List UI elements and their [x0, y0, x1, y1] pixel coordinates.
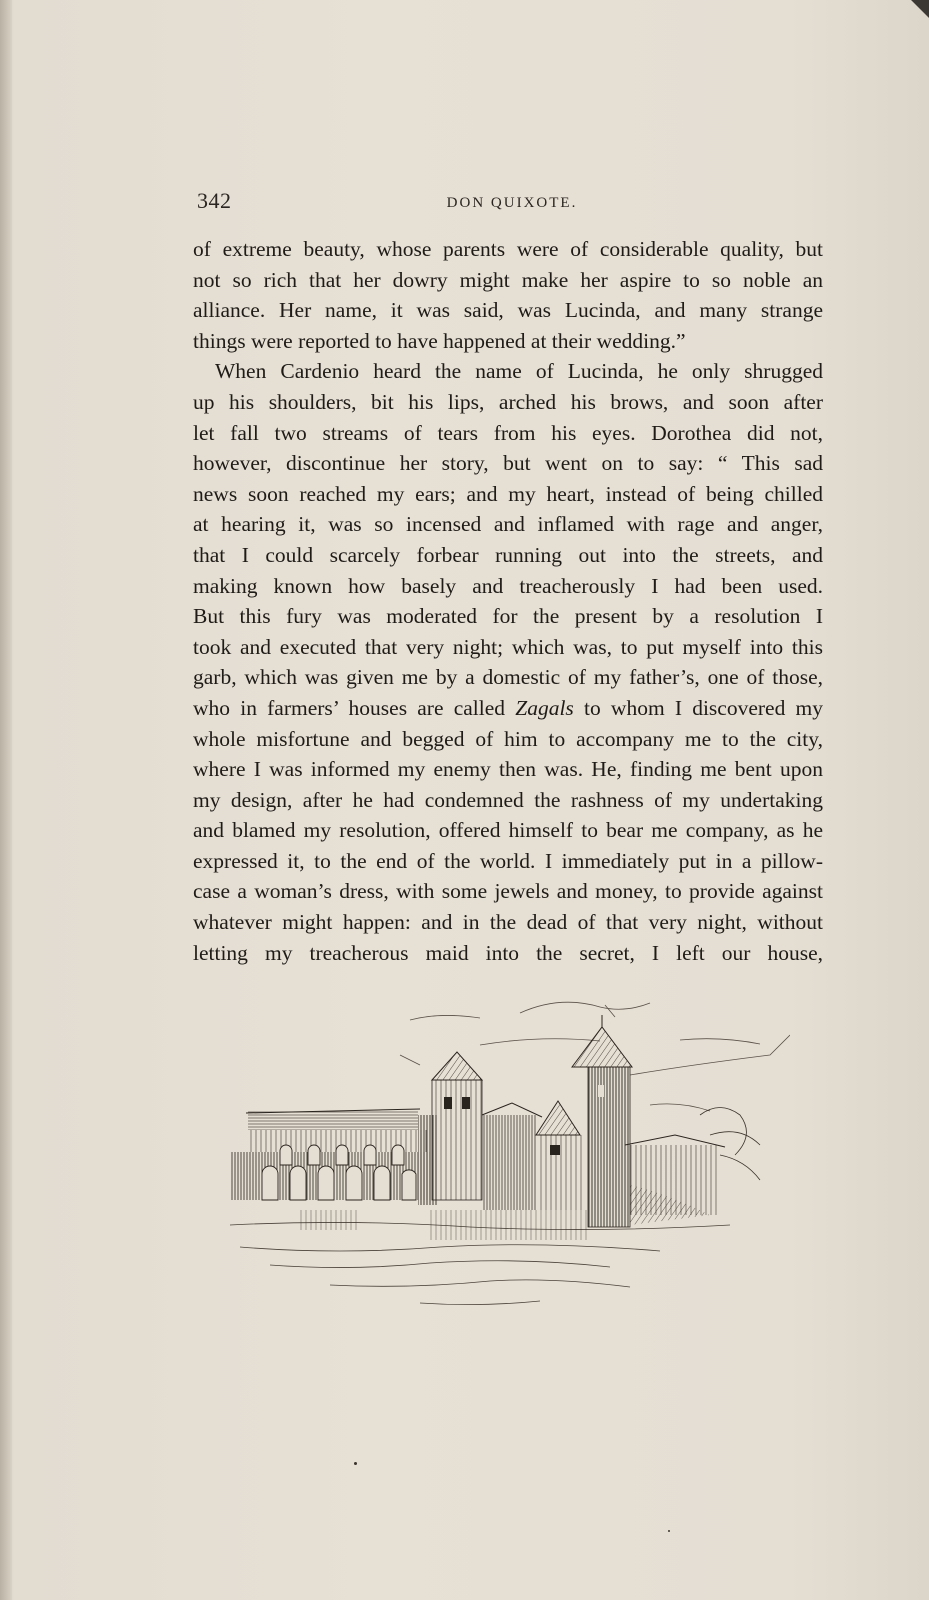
page-header	[197, 188, 827, 218]
text-line: at hearing it, was so incensed and inflamed with rage and anger,	[193, 512, 823, 537]
text-line: letting my treacherous maid into the secret, I left our house,	[193, 940, 823, 965]
text-line: my design, after he had condemned the rashness of my undertaking	[193, 787, 823, 812]
running-title: DON QUIXOTE.	[446, 195, 578, 211]
text-fragment: who in farmers’ houses are called	[193, 695, 506, 720]
text-line: that I could scarcely forbear running out into the streets, and	[193, 542, 823, 567]
text-line: But this fury was moderated for the present by a resolution I	[193, 604, 823, 629]
text-line: making known how basely and treacherously I had been used.	[193, 573, 823, 598]
middle-house	[482, 1101, 585, 1210]
page-corner	[909, 0, 929, 26]
text-line: news soon reached my ears; and my heart, instead of being chilled	[193, 481, 823, 506]
text-line: and blamed my resolution, offered himself to bear me company, as he	[193, 818, 823, 843]
page-number: 342	[197, 188, 232, 213]
text-line: however, discontinue her story, but went on to say: “ This sad	[193, 451, 823, 476]
text-line: garb, which was given me by a domestic of my father’s, one of those,	[193, 665, 823, 690]
left-tower	[418, 1052, 482, 1205]
paper-speck	[668, 1530, 670, 1532]
text-line: things were reported to have happened at their wedding.”	[193, 328, 686, 353]
text-line: took and executed that very night; which was, to put myself into this	[193, 634, 823, 659]
text-line: up his shoulders, bit his lips, arched his brows, and soon after	[193, 389, 823, 414]
engraving-illustration	[210, 985, 790, 1315]
body-text	[193, 234, 823, 968]
text-line: not so rich that her dowry might make her aspire to so noble an	[193, 267, 823, 292]
text-line: let fall two streams of tears from his eyes. Dorothea did not,	[193, 420, 823, 445]
arcade-building	[230, 1109, 430, 1200]
text-line: alliance. Her name, it was said, was Lucinda, and many strange	[193, 298, 823, 323]
text-line: When Cardenio heard the name of Lucinda, he only shrugged	[215, 359, 823, 384]
text-line: whatever might happen: and in the dead of that very night, without	[193, 910, 823, 935]
page-gutter-shadow	[0, 0, 12, 1600]
text-fragment: to whom I discovered my	[584, 695, 824, 720]
text-line: case a woman’s dress, with some jewels and money, to provide against	[193, 879, 823, 904]
text-line-zagals	[193, 693, 823, 724]
text-line: of extreme beauty, whose parents were of considerable quality, but	[193, 237, 823, 261]
paper-speck	[354, 1462, 357, 1465]
text-line: whole misfortune and begged of him to accompany me to the city,	[193, 726, 823, 751]
italic-word: Zagals	[515, 695, 574, 720]
text-line: where I was informed my enemy then was. He, finding me bent upon	[193, 757, 823, 782]
text-line: expressed it, to the end of the world. I immediately put in a pillow-	[193, 848, 823, 873]
right-building	[625, 1108, 760, 1226]
